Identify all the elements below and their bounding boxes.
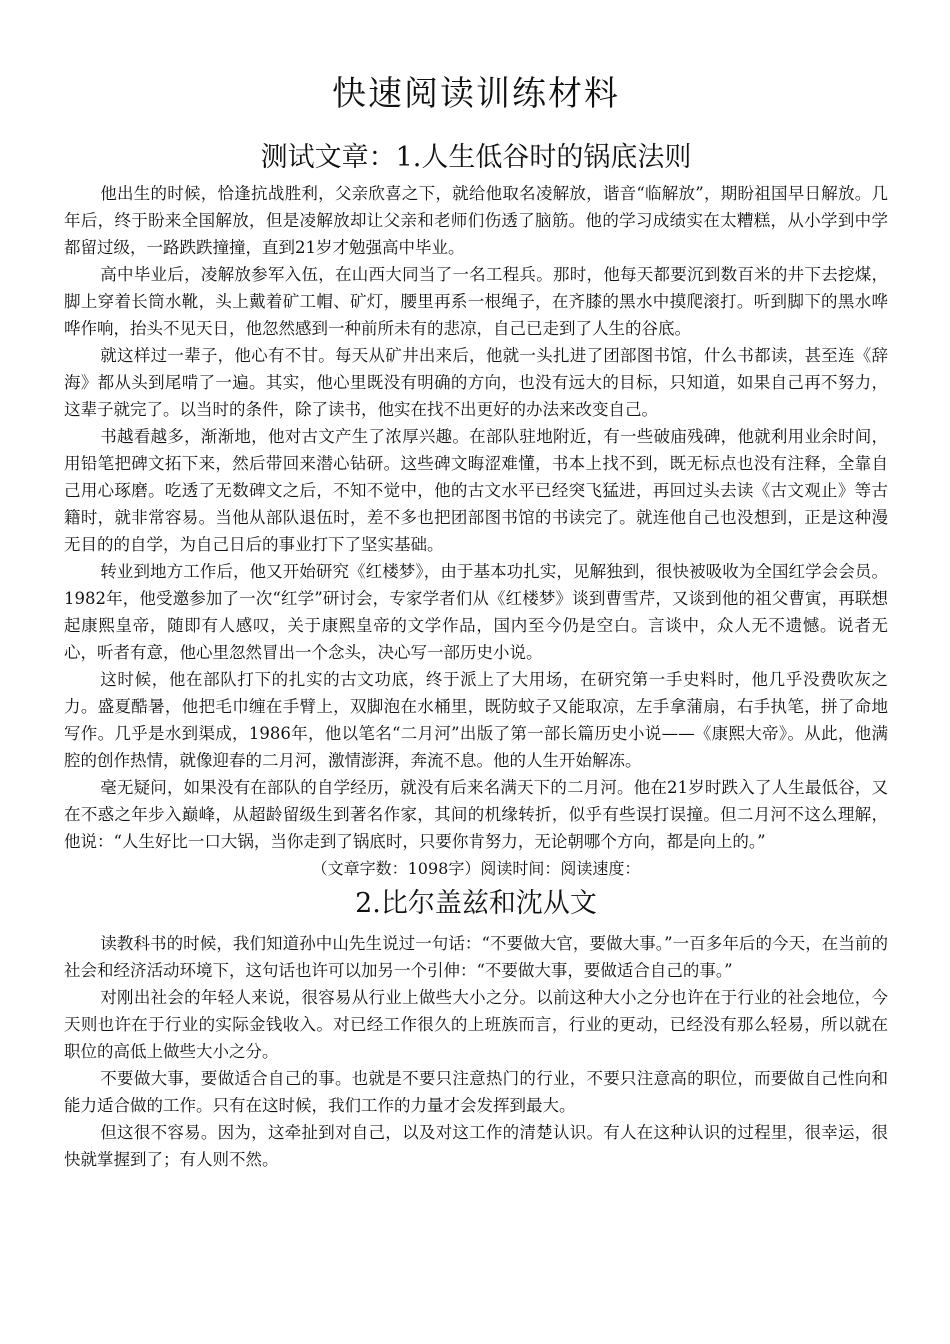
article1-paragraph-3: 就这样过一辈子，他心有不甘。每天从矿井出来后，他就一头扎进了团部图书馆，什么书都读，甚至连《辞海》都从头到尾啃了一遍。其实，他心里既没有明确的方向，也没有远大的目标，只知道，如果自己再不努力，这辈子就完了。以当时的条件，除了读书，他实在找不出更好的办法来改变自己。 [64, 346, 888, 419]
article2-paragraph-2: 对刚出社会的年轻人来说，很容易从行业上做些大小之分。以前这种大小之分也许在于行业的社会地位，今天则也许在于行业的实际金钱收入。对已经工作很久的上班族而言，行业的更动，已经没有那么轻易，所以就在职位的高低上做些大小之分。 [64, 988, 888, 1061]
article2-paragraph-4: 但这很不容易。因为，这牵扯到对自己，以及对这工作的清楚认识。有人在这种认识的过程里，很幸运，很快就掌握到了；有人则不然。 [64, 1123, 888, 1169]
article1-title: 测试文章：1.人生低谷时的锅底法则 [260, 142, 692, 173]
article2-title: 2.比尔盖兹和沈从文 [355, 888, 597, 919]
article1-paragraph-4: 书越看越多，渐渐地，他对古文产生了浓厚兴趣。在部队驻地附近，有一些破庙残碑，他就利用业余时间，用铅笔把碑文拓下来，然后带回来潜心钻研。这些碑文晦涩难懂，书本上找不到，既无标点也没有注释，全靠自己用心琢磨。吃透了无数碑文之后，不知不觉中，他的古文水平已经突飞猛进，再回过头去读《古文观止》等古籍时，就非常容易。当他从部队退伍时，差不多也把团部图书馆的书读完了。就连他自己也没想到，正是这种漫无目的的自学，为自己日后的事业打下了坚实基础。 [64, 427, 888, 554]
article1-paragraph-2: 高中毕业后，凌解放参军入伍，在山西大同当了一名工程兵。那时，他每天都要沉到数百米的井下去挖煤，脚上穿着长筒水靴，头上戴着矿工帽、矿灯，腰里再系一根绳子，在齐膝的黑水中摸爬滚打。听到脚下的黑水哗哗作响，抬头不见天日，他忽然感到一种前所未有的悲凉，自己已走到了人生的谷底。 [64, 265, 888, 338]
article2-body [64, 930, 888, 1173]
article1-paragraph-1: 他出生的时候，恰逢抗战胜利，父亲欣喜之下，就给他取名凌解放，谐音“临解放”，期盼祖国早日解放。几年后，终于盼来全国解放，但是凌解放却让父亲和老师们伤透了脑筋。他的学习成绩实在太糟糕，从小学到中学都留过级，一路跌跌撞撞，直到21岁才勉强高中毕业。 [64, 184, 888, 257]
article1-paragraph-5: 转业到地方工作后，他又开始研究《红楼梦》，由于基本功扎实，见解独到，很快被吸收为全国红学会会员。1982年，他受邀参加了一次“红学”研讨会，专家学者们从《红楼梦》谈到曹雪芹，又谈到他的祖父曹寅，再联想起康熙皇帝，随即有人感叹，关于康熙皇帝的文学作品，国内至今仍是空白。言谈中，众人无不遗憾。说者无心，听者有意，他心里忽然冒出一个念头，决心写一部历史小说。 [64, 562, 888, 662]
document-title: 快速阅读训练材料 [332, 74, 620, 114]
article2-paragraph-3: 不要做大事，要做适合自己的事。也就是不要只注意热门的行业，不要只注意高的职位，而要做自己性向和能力适合做的工作。只有在这时候，我们工作的力量才会发挥到最大。 [64, 1069, 888, 1115]
word-count-line: （文章字数：1098字）阅读时间：阅读速度： [311, 859, 641, 878]
article1-body [64, 180, 888, 855]
article1-paragraph-6: 这时候，他在部队打下的扎实的古文功底，终于派上了大用场，在研究第一手史料时，他几乎没费吹灰之力。盛夏酷暑，他把毛巾缠在手臂上，双脚泡在水桶里，既防蚊子又能取凉，左手拿蒲扇，右手执笔，拼了命地写作。几乎是水到渠成，1986年，他以笔名“二月河”出版了第一部长篇历史小说——《康熙大帝》。从此，他满腔的创作热情，就像迎春的二月河，激情澎湃，奔流不息。他的人生开始解冻。 [64, 670, 888, 770]
article2-paragraph-1: 读教科书的时候，我们知道孙中山先生说过一句话：“不要做大官，要做大事。”一百多年后的今天，在当前的社会和经济活动环境下，这句话也许可以加另一个引伸：“不要做大事，要做适合自己的事。” [64, 934, 888, 980]
article1-paragraph-7: 毫无疑问，如果没有在部队的自学经历，就没有后来名满天下的二月河。他在21岁时跌入了人生最低谷，又在不惑之年步入巅峰，从超龄留级生到著名作家，其间的机缘转折，似乎有些误打误撞。但二月河不这么理解，他说：“人生好比一口大锅，当你走到了锅底时，只要你肯努力，无论朝哪个方向，都是向上的。” [64, 778, 888, 851]
